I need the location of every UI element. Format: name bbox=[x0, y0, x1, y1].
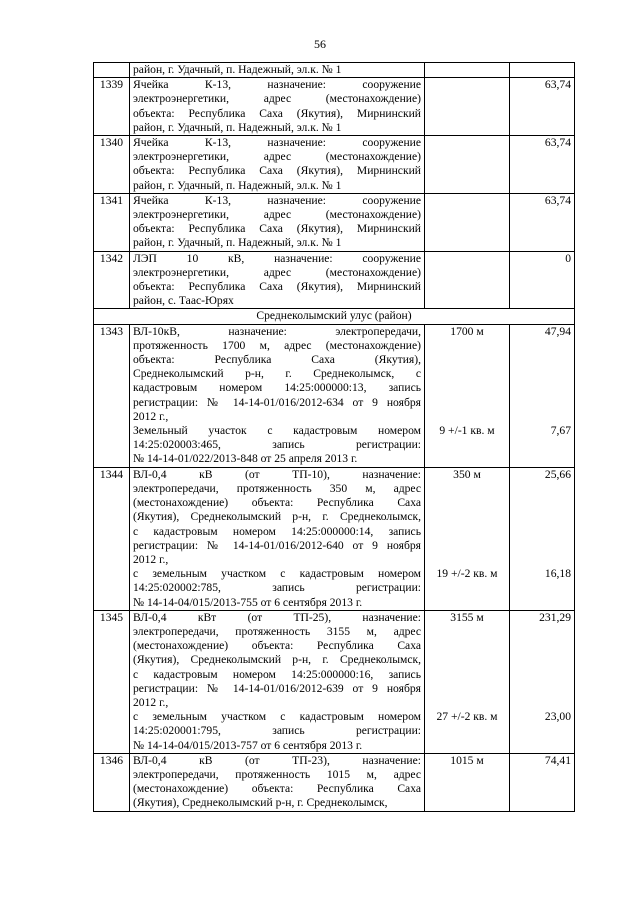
table-row bbox=[94, 467, 575, 610]
description-line: (местонахождение) объекта: Республика Саха bbox=[133, 639, 421, 653]
description-cell bbox=[130, 78, 425, 136]
quantity-cell bbox=[425, 193, 510, 251]
row-number-cell: 1340 bbox=[94, 136, 130, 194]
description-line: с кадастровым номером 14:25:000000:16, запись bbox=[133, 667, 421, 681]
quantity-cell bbox=[425, 753, 510, 811]
row-number-cell: 1344 bbox=[94, 467, 130, 610]
spacer bbox=[513, 639, 571, 653]
table-row bbox=[94, 78, 575, 136]
value-line-object: 47,94 bbox=[544, 324, 571, 338]
spacer bbox=[513, 653, 571, 667]
section-title: Среднеколымский улус (район) bbox=[94, 309, 575, 324]
description-line: (Якутия), Среднеколымский р-н, г. Среднеколымск, bbox=[133, 796, 388, 810]
value-line-object: 25,66 bbox=[544, 467, 571, 481]
table-body bbox=[94, 63, 575, 812]
row-number-cell: 1343 bbox=[94, 324, 130, 467]
value-cell bbox=[510, 467, 575, 610]
page-number: 56 bbox=[314, 37, 326, 51]
description-line: Среднеколымский р-н, г. Среднеколымск, с bbox=[133, 367, 421, 381]
quantity-cell bbox=[425, 467, 510, 610]
table-row bbox=[94, 610, 575, 753]
value-line-object: 74,41 bbox=[544, 753, 571, 767]
table-row bbox=[94, 251, 575, 309]
description-line: 2012 г., bbox=[133, 552, 169, 566]
quantity-line-object: 1015 м bbox=[450, 753, 484, 767]
description-cell bbox=[130, 193, 425, 251]
description-line: ВЛ-0,4 кВт (от ТП-25), назначение: bbox=[133, 610, 421, 624]
description-line: объекта: Республика Саха (Якутия), Мирнинский bbox=[133, 280, 421, 294]
description-line: (Якутия), Среднеколымский р-н, г. Среднеколымск, bbox=[133, 653, 421, 667]
description-line: 2012 г., bbox=[133, 409, 169, 423]
table-row bbox=[94, 136, 575, 194]
quantity-line-object: 1700 м bbox=[450, 324, 484, 338]
spacer bbox=[513, 496, 571, 510]
value-line-land: 16,18 bbox=[544, 567, 571, 581]
description-line: электропередачи, протяженность 350 м, адрес bbox=[133, 481, 421, 495]
description-line: район, г. Удачный, п. Надежный, эл.к. № 1 bbox=[133, 120, 342, 134]
description-line: объекта: Республика Саха (Якутия), Мирнинский bbox=[133, 222, 421, 236]
description-line: с кадастровым номером 14:25:000000:14, запись bbox=[133, 524, 421, 538]
spacer bbox=[428, 353, 506, 367]
spacer bbox=[428, 396, 506, 410]
value-line-land: 7,67 bbox=[550, 424, 571, 438]
description-line: (местонахождение) объекта: Республика Саха bbox=[133, 496, 421, 510]
description-line: 14:25:020002:785, запись регистрации: bbox=[133, 581, 421, 595]
section-row bbox=[94, 309, 575, 324]
value-cell: 63,74 bbox=[510, 136, 575, 194]
description-line: с земельным участком с кадастровым номером bbox=[133, 567, 421, 581]
spacer bbox=[428, 482, 506, 496]
description-line: Ячейка К-13, назначение: сооружение bbox=[133, 193, 421, 207]
spacer bbox=[428, 367, 506, 381]
description-line: кадастровым номером 14:25:000000:13, запись bbox=[133, 381, 421, 395]
quantity-line-land: 9 +/-1 кв. м bbox=[439, 424, 495, 438]
value-cell: 0 bbox=[510, 251, 575, 309]
description-line: (местонахождение) объекта: Республика Саха bbox=[133, 782, 421, 796]
row-number-cell: 1342 bbox=[94, 251, 130, 309]
description-line: электроэнергетики, адрес (местонахождение) bbox=[133, 208, 421, 222]
spacer bbox=[513, 625, 571, 639]
value-line-land: 23,00 bbox=[544, 710, 571, 724]
value-cell: 63,74 bbox=[510, 78, 575, 136]
spacer bbox=[513, 510, 571, 524]
quantity-line-object: 350 м bbox=[453, 467, 481, 481]
spacer bbox=[513, 525, 571, 539]
description-line: регистрации: № 14-14-01/016/2012-634 от 9 ноября bbox=[133, 395, 421, 409]
description-line: объекта: Республика Саха (Якутия), Мирнинский bbox=[133, 164, 421, 178]
spacer bbox=[428, 410, 506, 424]
spacer bbox=[428, 381, 506, 395]
description-line: ВЛ-0,4 кВ (от ТП-23), назначение: bbox=[133, 753, 421, 767]
spacer bbox=[513, 381, 571, 395]
value-cell bbox=[510, 63, 575, 78]
row-number-cell bbox=[94, 63, 130, 78]
quantity-line-land: 27 +/-2 кв. м bbox=[436, 710, 498, 724]
spacer bbox=[428, 496, 506, 510]
spacer bbox=[513, 668, 571, 682]
spacer bbox=[513, 410, 571, 424]
row-number-cell: 1339 bbox=[94, 78, 130, 136]
quantity-cell bbox=[425, 63, 510, 78]
value-cell: 63,74 bbox=[510, 193, 575, 251]
spacer bbox=[428, 696, 506, 710]
quantity-line-object: 3155 м bbox=[450, 610, 484, 624]
description-line: № 14-14-01/022/2013-848 от 25 апреля 2013 г. bbox=[133, 452, 358, 466]
table-row bbox=[94, 63, 575, 78]
description-line: электроэнергетики, адрес (местонахождение) bbox=[133, 92, 421, 106]
description-line: (Якутия), Среднеколымский р-н, г. Среднеколымск, bbox=[133, 510, 421, 524]
description-cell bbox=[130, 324, 425, 467]
row-number-cell: 1341 bbox=[94, 193, 130, 251]
description-line: объекта: Республика Саха (Якутия), Мирнинский bbox=[133, 106, 421, 120]
spacer bbox=[428, 525, 506, 539]
table-row bbox=[94, 324, 575, 467]
description-line: 14:25:020001:795, запись регистрации: bbox=[133, 724, 421, 738]
description-line: ВЛ-10кВ, назначение: электропередачи, bbox=[133, 324, 421, 338]
value-cell bbox=[510, 610, 575, 753]
description-line: район, с. Таас-Юрях bbox=[133, 294, 234, 308]
spacer bbox=[513, 696, 571, 710]
quantity-cell bbox=[425, 610, 510, 753]
spacer bbox=[428, 682, 506, 696]
description-line: электроэнергетики, адрес (местонахождение) bbox=[133, 150, 421, 164]
quantity-cell bbox=[425, 78, 510, 136]
spacer bbox=[428, 668, 506, 682]
spacer bbox=[428, 553, 506, 567]
quantity-cell bbox=[425, 251, 510, 309]
description-cell bbox=[130, 136, 425, 194]
value-line-object: 231,29 bbox=[539, 610, 571, 624]
spacer bbox=[428, 625, 506, 639]
spacer bbox=[513, 482, 571, 496]
spacer bbox=[428, 510, 506, 524]
description-line: с земельным участком с кадастровым номером bbox=[133, 710, 421, 724]
description-cell bbox=[130, 610, 425, 753]
spacer bbox=[428, 653, 506, 667]
description-line: электроэнергетики, адрес (местонахождение) bbox=[133, 265, 421, 279]
description-line: район, г. Удачный, п. Надежный, эл.к. № 1 bbox=[133, 178, 342, 192]
spacer bbox=[513, 339, 571, 353]
spacer bbox=[428, 639, 506, 653]
spacer bbox=[513, 682, 571, 696]
description-line: электропередачи, протяженность 1015 м, адрес bbox=[133, 767, 421, 781]
description-line: № 14-14-04/015/2013-755 от 6 сентября 2013 г. bbox=[133, 595, 363, 609]
row-number-cell: 1345 bbox=[94, 610, 130, 753]
row-number-cell: 1346 bbox=[94, 753, 130, 811]
description-cell: район, г. Удачный, п. Надежный, эл.к. № 1 bbox=[130, 63, 425, 78]
spacer bbox=[428, 339, 506, 353]
description-line: электропередачи, протяженность 3155 м, адрес bbox=[133, 624, 421, 638]
description-line: регистрации: № 14-14-01/016/2012-639 от 9 ноября bbox=[133, 681, 421, 695]
description-line: район, г. Удачный, п. Надежный, эл.к. № 1 bbox=[133, 236, 342, 250]
spacer bbox=[513, 539, 571, 553]
description-line: регистрации: № 14-14-01/016/2012-640 от 9 ноября bbox=[133, 538, 421, 552]
spacer bbox=[513, 553, 571, 567]
description-cell bbox=[130, 753, 425, 811]
table-row bbox=[94, 753, 575, 811]
spacer bbox=[513, 396, 571, 410]
description-cell bbox=[130, 251, 425, 309]
description-line: Ячейка К-13, назначение: сооружение bbox=[133, 78, 421, 92]
quantity-cell bbox=[425, 136, 510, 194]
description-line: 14:25:020003:465, запись регистрации: bbox=[133, 438, 421, 452]
table-row bbox=[94, 193, 575, 251]
description-line: № 14-14-04/015/2013-757 от 6 сентября 2013 г. bbox=[133, 738, 363, 752]
description-line: ЛЭП 10 кВ, назначение: сооружение bbox=[133, 251, 421, 265]
description-line: объекта: Республика Саха (Якутия), bbox=[133, 353, 421, 367]
value-cell bbox=[510, 324, 575, 467]
spacer bbox=[513, 367, 571, 381]
asset-table bbox=[93, 62, 575, 812]
description-line: Земельный участок с кадастровым номером bbox=[133, 424, 421, 438]
spacer bbox=[513, 353, 571, 367]
quantity-cell bbox=[425, 324, 510, 467]
description-line: Ячейка К-13, назначение: сооружение bbox=[133, 136, 421, 150]
description-line: 2012 г., bbox=[133, 695, 169, 709]
spacer bbox=[428, 539, 506, 553]
description-line: ВЛ-0,4 кВ (от ТП-10), назначение: bbox=[133, 467, 421, 481]
value-cell bbox=[510, 753, 575, 811]
description-line: протяженность 1700 м, адрес (местонахождение) bbox=[133, 338, 421, 352]
description-cell bbox=[130, 467, 425, 610]
quantity-line-land: 19 +/-2 кв. м bbox=[436, 567, 498, 581]
